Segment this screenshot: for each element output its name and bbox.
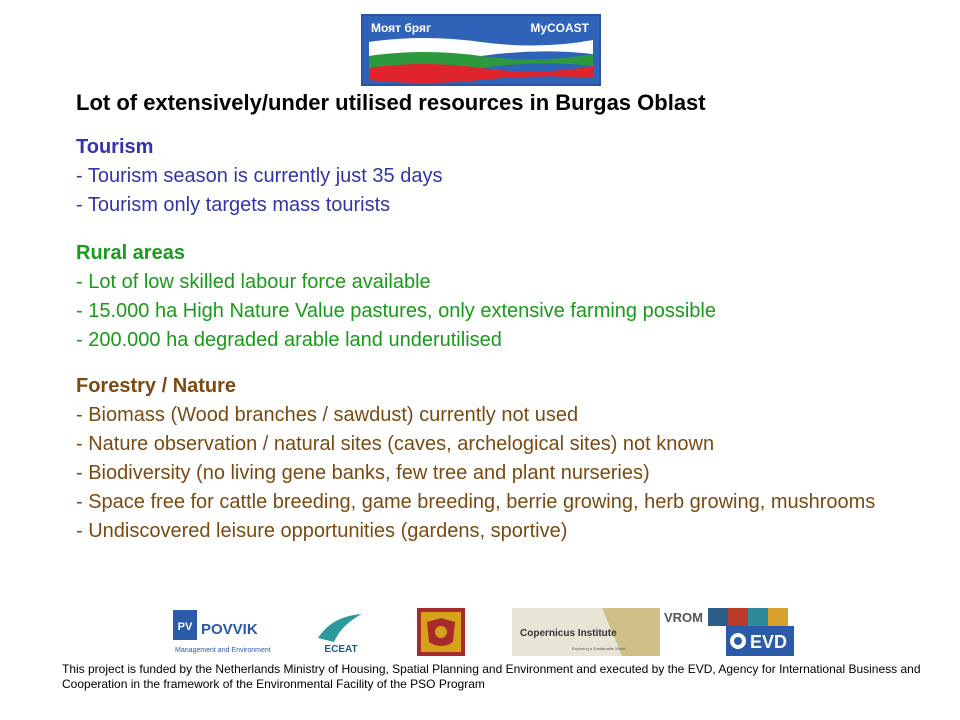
logo-text-mycoast: MyCOAST [530, 21, 589, 35]
page-title: Lot of extensively/under utilised resources in Burgas Oblast [76, 90, 706, 115]
rural-line-1: - Lot of low skilled labour force available [76, 271, 431, 293]
funding-footer: This project is funded by the Netherlands Ministry of Housing, Spatial Planning and Environment and executed by the EVD, Agency for International Business and Cooperation in the framework of the Environmental Facility of the PSO Program [62, 662, 921, 691]
forestry-line-4: - Space free for cattle breeding, game breeding, berrie growing, herb growing, mushrooms [76, 491, 876, 513]
evd-name: EVD [750, 632, 788, 652]
copernicus-tagline: Exploring a Sustainable World [572, 646, 626, 651]
logo-text-bulgarian: Моят бряг [371, 21, 431, 35]
forestry-line-3: - Biodiversity (no living gene banks, few tree and plant nurseries) [76, 462, 650, 484]
copernicus-name: Copernicus Institute [520, 628, 617, 639]
forestry-line-5: - Undiscovered leisure opportunities (gardens, sportive) [76, 520, 568, 542]
povvik-logo [173, 608, 271, 656]
section-title-rural: Rural areas [76, 242, 185, 264]
tourism-line-1: - Tourism season is currently just 35 days [76, 165, 443, 187]
section-title-tourism: Tourism [76, 136, 154, 158]
povvik-badge-text: PV [177, 621, 193, 633]
povvik-subtitle: Management and Environment [175, 647, 271, 654]
eceat-logo [312, 608, 370, 656]
section-forestry-nature [76, 372, 946, 546]
vrom-name: VROM [664, 610, 703, 625]
tourism-line-2: - Tourism only targets mass tourists [76, 194, 391, 216]
mycoast-logo [361, 14, 601, 86]
section-tourism [76, 133, 946, 220]
forestry-line-2: - Nature observation / natural sites (caves, archelogical sites) not known [76, 433, 715, 455]
povvik-name: POVVIK [201, 621, 258, 638]
copernicus-institute-logo [512, 608, 660, 656]
rural-line-3: - 200.000 ha degraded arable land underutilised [76, 329, 502, 351]
evd-logo [726, 626, 794, 656]
section-rural-areas [76, 239, 946, 355]
coat-of-arms-logo [417, 608, 465, 656]
section-title-forestry: Forestry / Nature [76, 375, 237, 397]
eceat-name: ECEAT [324, 644, 358, 655]
forestry-line-1: - Biomass (Wood branches / sawdust) currently not used [76, 404, 579, 426]
rural-line-2: - 15.000 ha High Nature Value pastures, only extensive farming possible [76, 300, 716, 322]
